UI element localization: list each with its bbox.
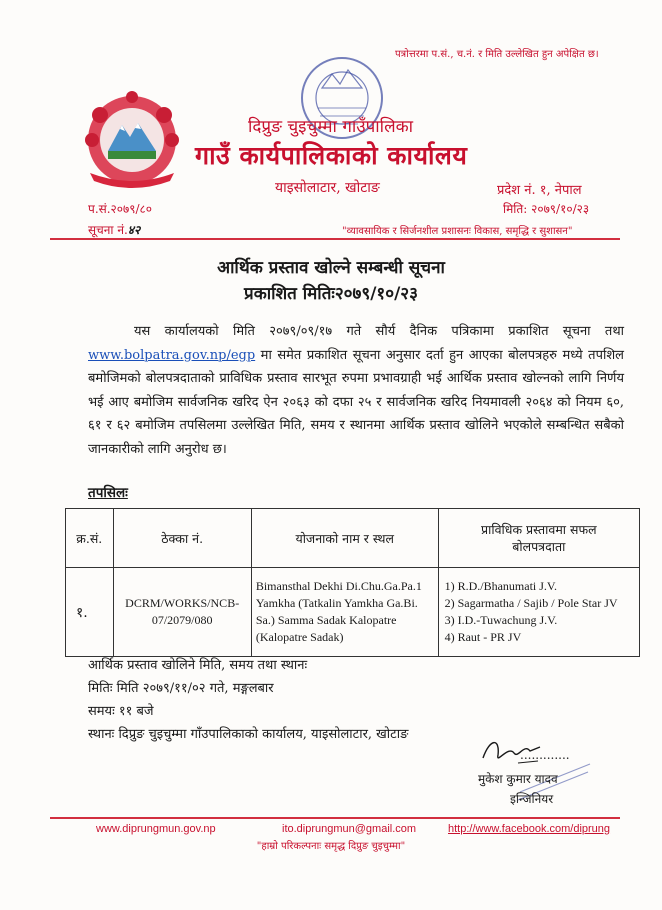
body-text-part2: मा समेत प्रकाशित सूचना अनुसार दर्ता हुन आएका बोलपत्रहरु मध्ये तपशिल बमोजिमको बोलपत्रदाताको प्राविधिक प्रस्ताव सारभूत रुपमा प्रभावग्राही भई आर्थिक प्रस्ताव खोल्नको लागि निर्णय भई आए बमोजिम सार्वजनिक खरिद ऐन २०६३ को दफा २५ र सार्वजनिक खरिद नियमावली २०६४ को नियम ६०, ६१ र ६२ बमोजिम तपसिलमा उल्लेखित मिति, समय र स्थानमा आर्थिक प्रस्ताव खोलिने भएकोले सम्बन्धित सबैको जानकारीको लागि अनुरोध छ। bbox=[88, 347, 624, 457]
row-bidders bbox=[438, 568, 639, 657]
bidder-item: 1) R.D./Bhanumati J.V. bbox=[444, 579, 558, 593]
signer-name: मुकेश कुमार यादव bbox=[478, 772, 558, 786]
header-slogan: "व्यावसायिक र सिर्जनशील प्रशासनः विकास, समृद्धि र सुशासन" bbox=[342, 226, 573, 237]
contract-line2: 07/2079/080 bbox=[151, 613, 213, 627]
letter-date: मिति: २०७९/१०/२३ bbox=[503, 202, 590, 216]
header-bidders-line2: बोलपत्रदाता bbox=[512, 539, 566, 554]
footer-facebook-link[interactable]: http://www.facebook.com/diprung bbox=[448, 823, 611, 835]
header-project: योजनाको नाम र स्थल bbox=[251, 509, 438, 568]
table-row bbox=[66, 568, 640, 657]
bidder-item: 4) Raut - PR JV bbox=[444, 630, 522, 644]
opening-place: स्थानः दिप्रुङ चुइचुम्मा गाँउपालिकाको कार्यालय, याइसोलाटार, खोटाङ bbox=[88, 727, 409, 742]
notice-number bbox=[88, 221, 140, 238]
footer-divider bbox=[50, 817, 620, 819]
schedule-label: तपसिलः bbox=[88, 485, 128, 501]
header-sn: क्र.सं. bbox=[66, 509, 114, 568]
header-contract: ठेक्का नं. bbox=[113, 509, 251, 568]
notice-title: आर्थिक प्रस्ताव खोल्ने सम्बन्धी सूचना bbox=[217, 258, 445, 278]
office-title: गाउँ कार्यपालिकाको कार्यालय bbox=[195, 141, 468, 170]
contract-line1: DCRM/WORKS/NCB- bbox=[125, 596, 240, 610]
province-label: प्रदेश नं. १, नेपाल bbox=[497, 183, 582, 198]
header-bidders bbox=[438, 509, 639, 568]
body-text-part1: यस कार्यालयको मिति २०७९/०९/१७ गते सौर्य दैनिक पत्रिकामा प्रकाशित सूचना तथा bbox=[134, 324, 624, 339]
bidder-item: 3) I.D.-Tuwachung J.V. bbox=[444, 613, 558, 627]
reference-number: प.सं.२०७९/८० bbox=[88, 202, 153, 216]
opening-date: मितिः मिति २०७९/११/०२ गते, मङ्गलबार bbox=[88, 681, 274, 696]
published-date: प्रकाशित मितिः२०७९/१०/२३ bbox=[244, 284, 418, 304]
bolpatra-link[interactable]: www.bolpatra.gov.np/egp bbox=[88, 347, 256, 363]
row-contract bbox=[113, 568, 251, 657]
header-bidders-line1: प्राविधिक प्रस्तावमा सफल bbox=[481, 522, 597, 537]
row-project: Bimansthal Dekhi Di.Chu.Ga.Pa.1 Yamkha (Tatkalin Yamkha Ga.Bi. Sa.) Samma Sadak Kalopatre (Kalopatre Sadak) bbox=[251, 568, 438, 657]
row-sn: १. bbox=[66, 568, 114, 657]
nepal-emblem-icon bbox=[70, 85, 195, 195]
office-address: याइसोलाटार, खोटाङ bbox=[275, 180, 380, 196]
notice-body bbox=[88, 320, 624, 461]
notice-number-label: सूचना नं. bbox=[88, 223, 128, 237]
footer-slogan: "हाम्रो परिकल्पनाः समृद्ध दिप्रुङ चुइचुम्मा" bbox=[256, 841, 406, 852]
org-name: दिप्रुङ चुइचुम्मा गाउँपालिका bbox=[248, 117, 414, 137]
header-divider bbox=[50, 238, 620, 240]
footer-email-link[interactable]: ito.diprungmun@gmail.com bbox=[282, 823, 417, 835]
footer-website-link[interactable]: www.diprungmun.gov.np bbox=[96, 823, 216, 835]
top-note: पत्रोत्तरमा प.सं., च.नं. र मिति उल्लेखित हुन अपेक्षित छ। bbox=[395, 49, 599, 60]
opening-details-heading: आर्थिक प्रस्ताव खोलिने मिति, समय तथा स्थानः bbox=[88, 658, 308, 673]
table-header-row bbox=[66, 509, 640, 568]
notice-number-value: ४२ bbox=[127, 223, 141, 237]
schedule-table bbox=[65, 508, 640, 657]
signer-title: इन्जिनियर bbox=[510, 792, 554, 806]
opening-time: समयः ११ बजे bbox=[88, 704, 154, 719]
bidder-item: 2) Sagarmatha / Sajib / Pole Star JV bbox=[444, 596, 618, 610]
signature-line: ............. bbox=[520, 748, 570, 762]
